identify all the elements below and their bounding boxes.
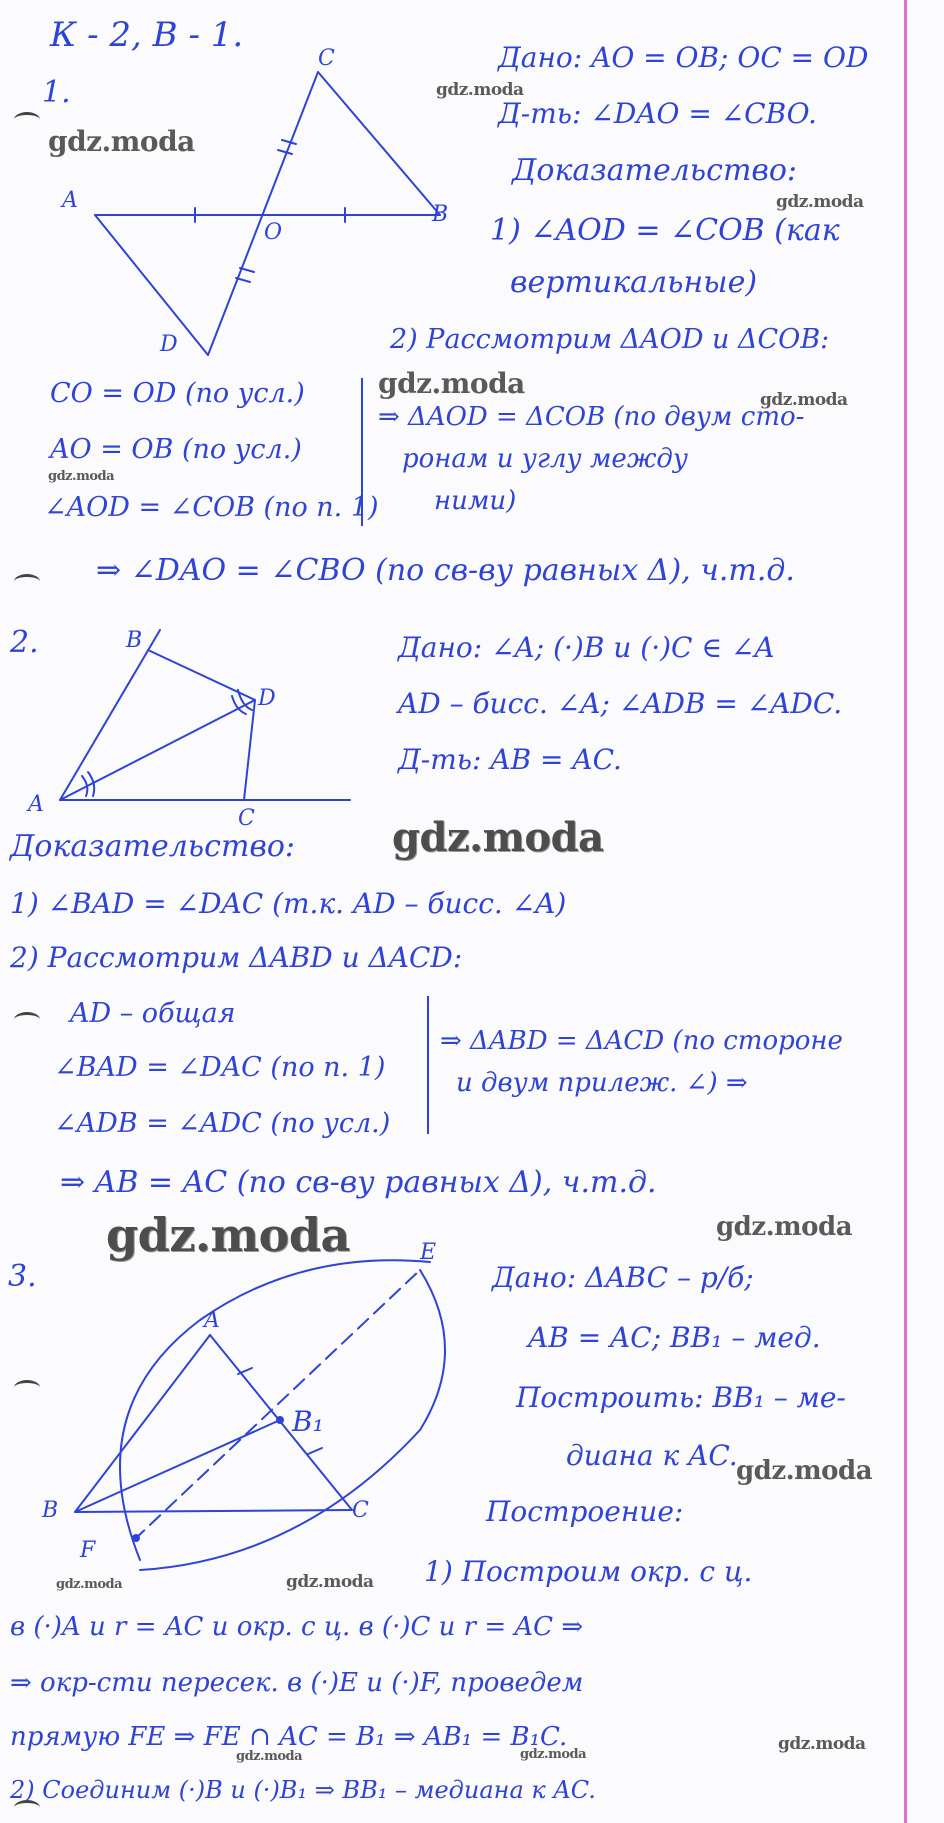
- watermark: gdz.moda: [56, 1577, 123, 1592]
- problem-1-fact-2: AO = OB (по усл.): [50, 434, 302, 465]
- point-c-label: C: [352, 1498, 369, 1523]
- problem-1-result-c: ними): [434, 486, 517, 516]
- brace-line: [422, 996, 434, 1136]
- watermark: gdz.moda: [378, 367, 525, 400]
- problem-1-number: 1.: [42, 75, 71, 110]
- problem-2-conclusion: ⇒ AB = AC (по св-ву равных Δ), ч.т.д.: [60, 1165, 657, 1200]
- problem-2-number: 2.: [10, 625, 39, 660]
- watermark: gdz.moda: [236, 1749, 303, 1764]
- point-b-label: B: [126, 628, 143, 653]
- ring-mark: [14, 1012, 40, 1027]
- watermark: gdz.moda: [48, 469, 115, 484]
- point-a-label: A: [62, 188, 78, 213]
- problem-3-step-1a: 1) Построим окр. с ц.: [424, 1555, 753, 1588]
- problem-2-fact-1: AD – общая: [70, 998, 236, 1029]
- point-c-label: C: [318, 46, 335, 71]
- point-e-label: E: [420, 1240, 437, 1265]
- ring-mark: [14, 574, 40, 589]
- problem-1-given: Дано: AO = OB; OC = OD: [498, 41, 869, 74]
- problem-3-step-1b: в (·)A и r = AC и окр. с ц. в (·)C и r = AC ⇒: [10, 1612, 584, 1642]
- point-a-label: A: [28, 792, 44, 817]
- problem-1-step-1a: 1) ∠AOD = ∠COB (как: [490, 213, 840, 248]
- problem-2-given-a: Дано: ∠A; (·)B и (·)C ∈ ∠A: [398, 631, 775, 664]
- problem-2-prove: Д-ть: AB = AC.: [398, 743, 622, 776]
- problem-3-number: 3.: [8, 1259, 37, 1294]
- problem-1-step-2: 2) Рассмотрим ΔAOD и ΔCOB:: [390, 324, 830, 355]
- point-f-label: F: [80, 1538, 96, 1563]
- problem-2-fact-3: ∠ADB = ∠ADC (по усл.): [54, 1108, 391, 1139]
- problem-3-construction-title: Построение:: [486, 1495, 684, 1528]
- problem-3-given-a: Дано: ΔABC – р/б;: [492, 1261, 754, 1294]
- problem-3-step-1d: прямую FE ⇒ FE ∩ AC = B₁ ⇒ AB₁ = B₁C.: [10, 1722, 568, 1752]
- point-b-label: B: [42, 1498, 59, 1523]
- problem-1-proof-title: Доказательство:: [512, 153, 798, 188]
- watermark: gdz.moda: [106, 1208, 350, 1262]
- problem-2-result-a: ⇒ ΔABD = ΔACD (по стороне: [440, 1026, 843, 1056]
- problem-1-step-1b: вертикальные): [510, 265, 758, 300]
- point-a-label: A: [204, 1308, 220, 1333]
- watermark: gdz.moda: [520, 1747, 587, 1762]
- problem-1-fact-1: CO = OD (по усл.): [50, 378, 305, 409]
- watermark: gdz.moda: [778, 1734, 866, 1754]
- watermark: gdz.moda: [736, 1456, 873, 1486]
- watermark: gdz.moda: [760, 390, 848, 410]
- problem-2-proof-title: Доказательство:: [10, 829, 296, 864]
- point-c-label: C: [238, 806, 255, 831]
- point-b-label: B: [432, 202, 449, 227]
- brace-line: [356, 378, 368, 528]
- problem-3-given-b: AB = AC; BB₁ – мед.: [528, 1321, 821, 1354]
- problem-1-prove: Д-ть: ∠DAO = ∠CBO.: [498, 97, 817, 130]
- point-d-label: D: [160, 332, 178, 357]
- problem-2-result-b: и двум прилеж. ∠) ⇒: [456, 1068, 748, 1098]
- problem-2-step-2: 2) Рассмотрим ΔABD и ΔACD:: [10, 941, 463, 974]
- problem-1-conclusion: ⇒ ∠DAO = ∠CBO (по св-ву равных Δ), ч.т.д.: [96, 553, 795, 588]
- point-b1-label: B₁: [292, 1405, 324, 1438]
- watermark: gdz.moda: [286, 1572, 374, 1592]
- problem-1-result-a: ⇒ ΔAOD = ΔCOB (по двум сто-: [378, 402, 805, 432]
- problem-1-fact-3: ∠AOD = ∠COB (по п. 1): [44, 492, 379, 523]
- problem-3-build-a: Построить: BB₁ – ме-: [516, 1381, 846, 1414]
- problem-2-step-1: 1) ∠BAD = ∠DAC (т.к. AD – бисс. ∠A): [10, 887, 567, 920]
- problem-3-step-1c: ⇒ окр-сти пересек. в (·)E и (·)F, проведем: [10, 1668, 584, 1698]
- point-o-label: O: [264, 220, 283, 245]
- watermark: gdz.moda: [716, 1212, 853, 1242]
- problem-2-fact-2: ∠BAD = ∠DAC (по п. 1): [54, 1052, 386, 1083]
- watermark: gdz.moda: [776, 192, 864, 212]
- problem-3-step-2: 2) Соединим (·)B и (·)B₁ ⇒ BB₁ – медиана к AC.: [10, 1776, 596, 1804]
- watermark: gdz.moda: [436, 80, 524, 100]
- watermark: gdz.moda: [48, 125, 195, 158]
- header: К - 2, В - 1.: [50, 15, 244, 55]
- point-d-label: D: [258, 686, 276, 711]
- problem-2-given-b: AD – бисс. ∠A; ∠ADB = ∠ADC.: [398, 687, 843, 720]
- problem-3-build-b: диана к AC.: [566, 1439, 738, 1472]
- problem-1-result-b: ронам и углу между: [402, 444, 688, 474]
- watermark: gdz.moda: [392, 814, 604, 861]
